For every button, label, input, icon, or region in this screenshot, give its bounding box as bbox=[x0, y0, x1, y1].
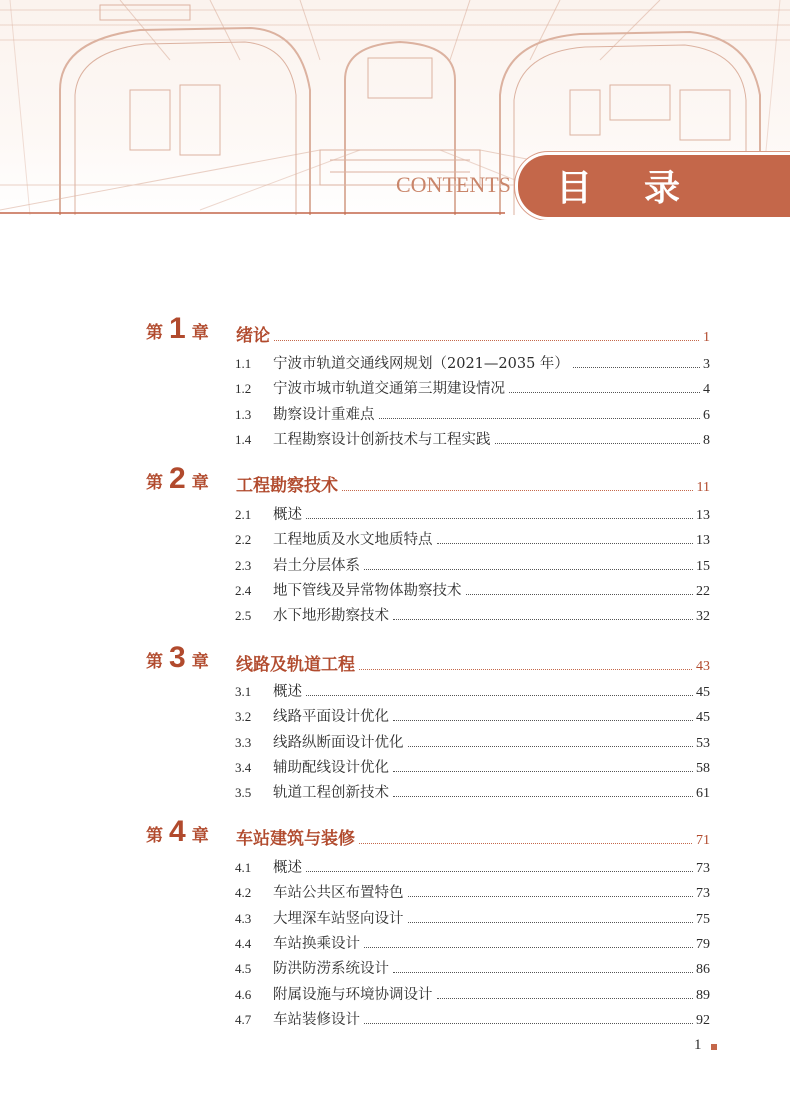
section-entry[interactable] bbox=[235, 528, 710, 549]
chapter-di: 第 bbox=[146, 652, 163, 672]
section-title: 宁波市轨道交通线网规划（2021—2035 年） bbox=[273, 356, 569, 372]
leader-dots bbox=[306, 518, 693, 519]
leader-dots bbox=[364, 947, 693, 948]
section-title: 大埋深车站竖向设计 bbox=[273, 910, 404, 927]
section-entry[interactable] bbox=[235, 983, 710, 1004]
leader-dots bbox=[408, 896, 694, 897]
section-page: 89 bbox=[696, 987, 710, 1003]
section-entry[interactable] bbox=[235, 705, 710, 726]
section-title: 地下管线及异常物体勘察技术 bbox=[273, 582, 462, 599]
section-number: 3.3 bbox=[235, 734, 252, 750]
leader-dots bbox=[364, 569, 693, 570]
section-title: 轨道工程创新技术 bbox=[273, 785, 389, 802]
leader-dots bbox=[274, 340, 699, 341]
section-number: 3.2 bbox=[235, 709, 252, 725]
section-entry[interactable] bbox=[235, 403, 710, 424]
section-number: 4.1 bbox=[235, 860, 252, 875]
section-page: 22 bbox=[696, 583, 710, 599]
leader-dots bbox=[393, 619, 693, 620]
chapter-title: 线路及轨道工程 bbox=[236, 655, 355, 675]
section-page: 61 bbox=[696, 786, 710, 802]
chapter-label bbox=[146, 641, 209, 675]
leader-dots bbox=[379, 418, 701, 419]
section-number: 2.4 bbox=[235, 582, 252, 598]
chapter-title: 车站建筑与装修 bbox=[236, 829, 355, 849]
leader-dots bbox=[393, 720, 693, 721]
section-number: 4.4 bbox=[235, 935, 252, 951]
section-number: 1.2 bbox=[235, 381, 252, 397]
leader-dots bbox=[306, 871, 693, 872]
section-number: 4.3 bbox=[235, 910, 252, 926]
section-number: 4.5 bbox=[235, 961, 252, 977]
section-title: 车站换乘设计 bbox=[273, 935, 360, 952]
chapter-zhang: 章 bbox=[191, 652, 209, 672]
section-title: 概述 bbox=[273, 684, 302, 700]
chapter-page: 1 bbox=[703, 330, 710, 345]
page-number-marker bbox=[711, 1044, 717, 1050]
section-title: 概述 bbox=[273, 860, 302, 876]
page-number: 1 bbox=[694, 1037, 702, 1053]
section-entry[interactable] bbox=[235, 907, 710, 928]
section-number: 3.4 bbox=[235, 759, 252, 775]
chapter-title: 工程勘察技术 bbox=[236, 476, 338, 496]
section-title: 车站装修设计 bbox=[273, 1011, 360, 1028]
section-title: 防洪防涝系统设计 bbox=[273, 961, 389, 978]
section-number: 3.5 bbox=[235, 785, 252, 801]
chapter-label bbox=[146, 462, 209, 496]
chapter-num: 2 bbox=[169, 462, 186, 495]
leader-dots bbox=[393, 972, 693, 973]
section-page: 79 bbox=[696, 936, 710, 952]
section-title: 宁波市城市轨道交通第三期建设情况 bbox=[273, 381, 505, 398]
section-entry[interactable] bbox=[235, 604, 710, 625]
chapter-di: 第 bbox=[146, 473, 163, 493]
section-number: 4.2 bbox=[235, 885, 252, 901]
section-entry[interactable] bbox=[235, 377, 710, 398]
chapter-num: 4 bbox=[169, 815, 186, 848]
section-title: 勘察设计重难点 bbox=[273, 406, 375, 423]
section-page: 73 bbox=[696, 886, 710, 902]
section-number: 3.1 bbox=[235, 684, 252, 699]
chapter-page: 43 bbox=[696, 659, 710, 674]
chapter-entry[interactable] bbox=[236, 650, 710, 675]
section-entry[interactable] bbox=[235, 1008, 710, 1029]
chapter-label bbox=[146, 312, 209, 346]
leader-dots bbox=[466, 594, 694, 595]
chapter-label bbox=[146, 815, 209, 849]
section-entry[interactable] bbox=[235, 756, 710, 777]
section-number: 2.5 bbox=[235, 608, 252, 624]
section-page: 4 bbox=[703, 382, 710, 398]
chapter-page: 71 bbox=[696, 833, 710, 848]
chapter-di: 第 bbox=[146, 323, 163, 343]
leader-dots bbox=[408, 922, 694, 923]
leader-dots bbox=[364, 1023, 693, 1024]
section-page: 45 bbox=[696, 685, 710, 700]
section-page: 13 bbox=[696, 533, 710, 549]
section-number: 1.3 bbox=[235, 406, 252, 422]
section-page: 8 bbox=[703, 432, 710, 448]
chapter-entry[interactable] bbox=[236, 824, 710, 849]
leader-dots bbox=[306, 695, 693, 696]
section-entry[interactable] bbox=[235, 579, 710, 600]
chapter-zhang: 章 bbox=[191, 826, 209, 846]
section-page: 92 bbox=[696, 1012, 710, 1028]
section-entry[interactable] bbox=[235, 881, 710, 902]
section-page: 45 bbox=[696, 710, 710, 726]
section-number: 2.1 bbox=[235, 507, 252, 522]
section-page: 86 bbox=[696, 962, 710, 978]
leader-dots bbox=[393, 771, 693, 772]
section-entry[interactable] bbox=[235, 856, 710, 877]
section-title: 附属设施与环境协调设计 bbox=[273, 986, 433, 1003]
section-number: 1.1 bbox=[235, 356, 252, 371]
section-title: 线路平面设计优化 bbox=[273, 709, 389, 726]
chapter-num: 1 bbox=[169, 312, 186, 345]
leader-dots bbox=[437, 998, 694, 999]
section-page: 75 bbox=[696, 911, 710, 927]
section-title: 水下地形勘察技术 bbox=[273, 608, 389, 625]
section-title: 概述 bbox=[273, 507, 302, 523]
section-entry[interactable] bbox=[235, 932, 710, 953]
leader-dots bbox=[342, 490, 693, 491]
section-page: 6 bbox=[703, 407, 710, 423]
leader-dots bbox=[408, 746, 694, 747]
section-title: 线路纵断面设计优化 bbox=[273, 734, 404, 751]
section-entry[interactable] bbox=[235, 503, 710, 524]
section-title: 车站公共区布置特色 bbox=[273, 885, 404, 902]
section-page: 32 bbox=[696, 609, 710, 625]
leader-dots bbox=[495, 443, 701, 444]
section-entry[interactable] bbox=[235, 680, 710, 701]
section-entry[interactable] bbox=[235, 428, 710, 449]
leader-dots bbox=[437, 543, 694, 544]
contents-label-en: CONTENTS bbox=[396, 172, 511, 197]
chapter-zhang: 章 bbox=[191, 323, 209, 343]
section-entry[interactable] bbox=[235, 554, 710, 575]
section-page: 73 bbox=[696, 861, 710, 876]
section-number: 1.4 bbox=[235, 431, 252, 447]
section-number: 4.6 bbox=[235, 986, 252, 1002]
section-number: 2.3 bbox=[235, 557, 252, 573]
section-title: 工程勘察设计创新技术与工程实践 bbox=[273, 431, 491, 448]
section-entry[interactable] bbox=[235, 781, 710, 802]
section-title: 辅助配线设计优化 bbox=[273, 759, 389, 776]
section-page: 3 bbox=[703, 357, 710, 372]
chapter-di: 第 bbox=[146, 826, 163, 846]
section-page: 53 bbox=[696, 735, 710, 751]
section-entry[interactable] bbox=[235, 957, 710, 978]
leader-dots bbox=[393, 796, 693, 797]
leader-dots bbox=[359, 843, 692, 844]
chapter-entry[interactable] bbox=[236, 471, 710, 496]
section-page: 13 bbox=[696, 508, 710, 523]
section-page: 58 bbox=[696, 760, 710, 776]
page-title: 目录 bbox=[556, 168, 733, 209]
chapter-zhang: 章 bbox=[191, 473, 209, 493]
section-title: 工程地质及水文地质特点 bbox=[273, 532, 433, 549]
leader-dots bbox=[509, 392, 700, 393]
section-title: 岩土分层体系 bbox=[273, 557, 360, 574]
leader-dots bbox=[573, 367, 700, 368]
chapter-page: 11 bbox=[696, 480, 710, 495]
section-number: 2.2 bbox=[235, 532, 252, 548]
chapter-title: 绪论 bbox=[236, 326, 270, 346]
section-entry[interactable] bbox=[235, 731, 710, 752]
chapter-entry[interactable] bbox=[236, 321, 710, 346]
section-entry[interactable] bbox=[235, 352, 710, 373]
chapter-num: 3 bbox=[169, 641, 186, 674]
leader-dots bbox=[359, 669, 692, 670]
section-number: 4.7 bbox=[235, 1011, 252, 1027]
section-page: 15 bbox=[696, 558, 710, 574]
